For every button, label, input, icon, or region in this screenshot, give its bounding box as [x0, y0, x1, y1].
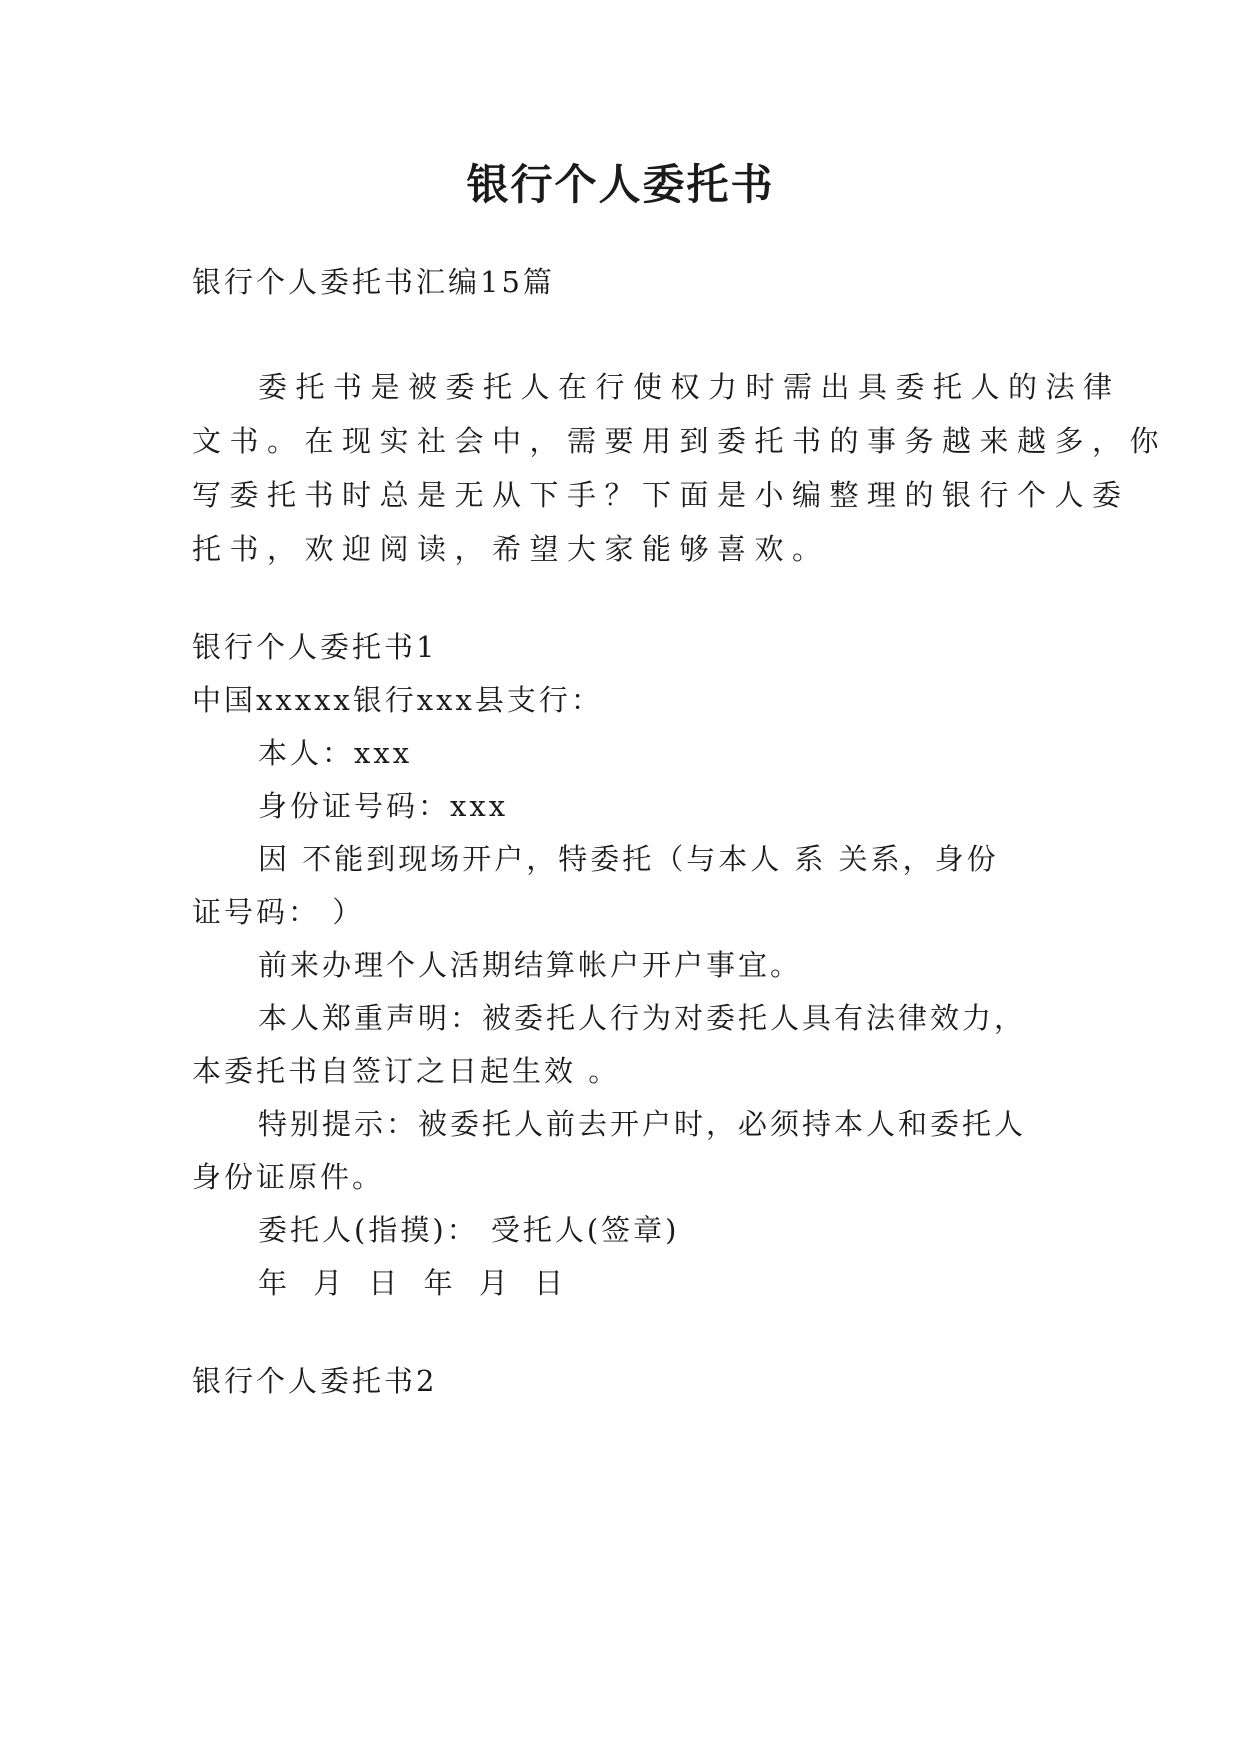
- section-heading: 银行个人委托书1: [192, 630, 438, 664]
- declaration-line: 本委托书自签订之日起生效 。: [192, 1054, 621, 1088]
- section-heading: 银行个人委托书2: [192, 1364, 438, 1398]
- declaration-line: 本人郑重声明：被委托人行为对委托人具有法律效力，: [258, 1001, 1027, 1035]
- intro-paragraph-line: 托书，欢迎阅读，希望大家能够喜欢。: [192, 532, 830, 566]
- id-number-line: 身份证号码：xxx: [258, 789, 509, 823]
- reason-line: 因 不能到现场开户，特委托（与本人 系 关系，身份: [258, 842, 999, 876]
- signature-line: 委托人(指摸)： 受托人(签章): [258, 1213, 680, 1247]
- intro-paragraph-line: 委托书是被委托人在行使权力时需出具委托人的法律: [258, 370, 1121, 404]
- principal-line: 本人：xxx: [258, 736, 413, 770]
- notice-line: 身份证原件。: [192, 1160, 385, 1194]
- notice-line: 特别提示：被委托人前去开户时，必须持本人和委托人: [258, 1107, 1027, 1141]
- page-title: 银行个人委托书: [466, 160, 775, 209]
- purpose-line: 前来办理个人活期结算帐户开户事宜。: [258, 948, 803, 982]
- document-subtitle: 银行个人委托书汇编15篇: [192, 265, 555, 299]
- intro-paragraph-line: 写委托书时总是无从下手？下面是小编整理的银行个人委: [192, 478, 1130, 512]
- intro-paragraph-line: 文书。在现实社会中，需要用到委托书的事务越来越多，你: [192, 424, 1168, 458]
- date-line: 年 月 日 年 月 日: [258, 1266, 572, 1300]
- addressee-line: 中国xxxxx银行xxx县支行：: [192, 683, 603, 717]
- reason-line: 证号码： ）: [192, 895, 365, 929]
